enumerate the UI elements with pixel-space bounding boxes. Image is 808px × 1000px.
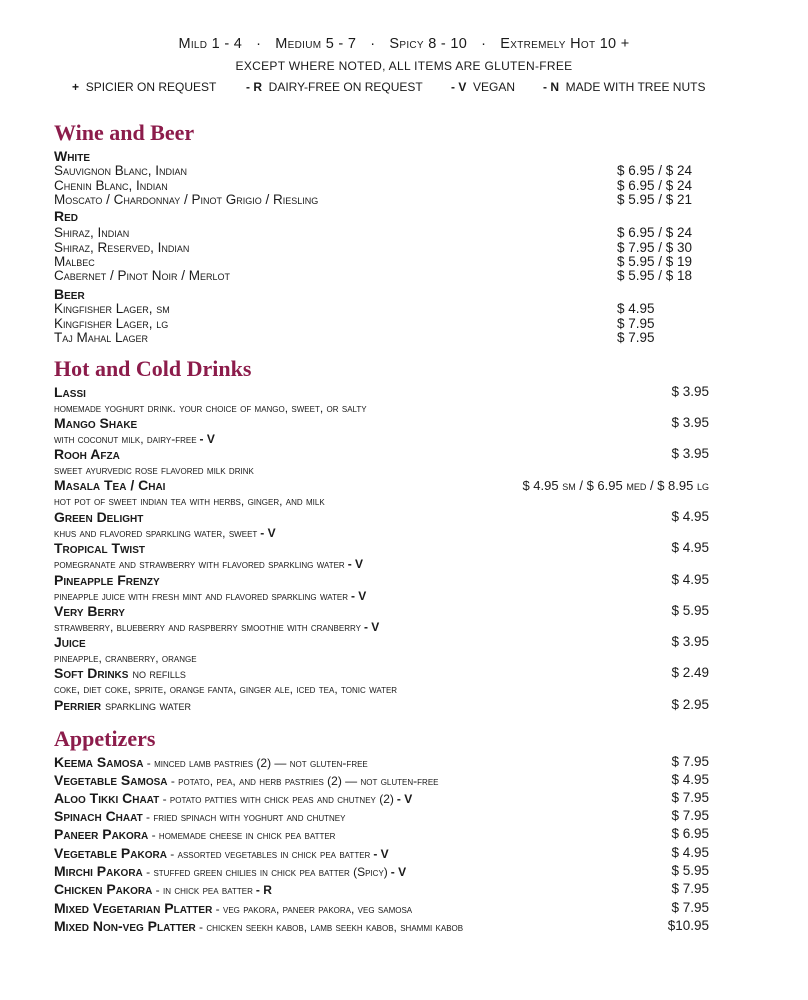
wine-price: $ 6.95 / $ 24 (617, 225, 693, 240)
appetizer-price: $ 7.95 (671, 881, 709, 896)
appetizer-name: Vegetable Samosa (54, 772, 168, 788)
vegan-flag: - V (260, 526, 276, 540)
appetizer-price: $ 7.95 (671, 900, 709, 915)
vegan-flag: - V (363, 620, 380, 634)
separator-dot: · (481, 36, 487, 52)
vegan-flag: - V (347, 557, 364, 571)
appetizer-price: $ 4.95 (671, 772, 709, 787)
appetizer-row (54, 754, 368, 772)
beer-price: $ 4.95 (617, 301, 655, 316)
drink-price: $ 3.95 (671, 634, 709, 649)
heat-extremely-hot: Extremely Hot 10 + (500, 36, 630, 52)
heat-scale-legend (0, 36, 808, 52)
beer-item: Taj Mahal Lager (54, 330, 149, 345)
beer-item: Kingfisher Lager, sm (54, 301, 170, 316)
appetizer-name: Chicken Pakora (54, 881, 153, 897)
section-title-appetizers: Appetizers (54, 726, 156, 751)
drink-description: sweet ayurvedic rose flavored milk drink (54, 463, 254, 477)
appetizer-row (54, 790, 412, 808)
drink-price: $ 4.95 (671, 540, 709, 555)
appetizer-row (54, 845, 389, 863)
appetizer-row (54, 772, 439, 790)
appetizer-name: Paneer Pakora (54, 826, 149, 842)
drink-name-mango-shake: Mango Shake (54, 415, 138, 431)
symbol-tree-nuts: - N MADE WITH TREE NUTS (543, 80, 706, 94)
wine-item: Malbec (54, 254, 95, 269)
appetizer-price: $ 7.95 (671, 808, 709, 823)
wine-item: Cabernet / Pinot Noir / Merlot (54, 268, 231, 283)
drink-description: homemade yoghurt drink. your choice of mango, sweet, or salty (54, 401, 367, 415)
appetizer-description: - fried spinach with yoghurt and chutney (142, 810, 346, 824)
drink-description: pineapple juice with fresh mint and flavored sparkling water - V (54, 589, 367, 603)
wine-item: Chenin Blanc, Indian (54, 178, 168, 193)
drink-description: strawberry, blueberry and raspberry smoothie with cranberry - V (54, 620, 380, 634)
appetizer-row (54, 881, 272, 899)
drink-price: $ 2.49 (671, 665, 709, 680)
section-title-wine-beer: Wine and Beer (54, 120, 195, 145)
appetizer-description: - minced lamb pastries (2) — not gluten-free (143, 756, 368, 770)
drink-description: khus and flavored sparkling water, sweet - V (54, 526, 276, 540)
vegan-flag: - V (396, 792, 413, 806)
wine-item: Shiraz, Reserved, Indian (54, 240, 190, 255)
appetizer-description: - assorted vegetables in chick pea batter (166, 847, 371, 861)
appetizer-price: $ 4.95 (671, 845, 709, 860)
wine-price: $ 5.95 / $ 21 (617, 192, 693, 207)
wine-price: $ 5.95 / $ 19 (617, 254, 693, 269)
symbol-vegan: - V VEGAN (451, 80, 516, 94)
section-title-drinks: Hot and Cold Drinks (54, 356, 252, 381)
appetizer-name: Spinach Chaat (54, 808, 143, 824)
drink-name-green-delight: Green Delight (54, 509, 144, 525)
appetizer-description: - stuffed green chilies in chick pea batter (Spicy) (142, 865, 388, 879)
heat-spicy: Spicy 8 - 10 (389, 36, 468, 52)
appetizer-description: - homemade cheese in chick pea batter (148, 828, 336, 842)
heat-mild: Mild 1 - 4 (178, 36, 243, 52)
drink-name-lassi: Lassi (54, 384, 86, 400)
drink-price-sizes: $ 4.95 sm / $ 6.95 med / $ 8.95 lg (522, 478, 709, 493)
appetizer-name: Mixed Non-veg Platter (54, 918, 196, 934)
drink-description: coke, diet coke, sprite, orange fanta, ginger ale, iced tea, tonic water (54, 682, 398, 696)
drink-price: $ 5.95 (671, 603, 709, 618)
drink-name-masala-tea: Masala Tea / Chai (54, 477, 166, 493)
group-heading-beer: Beer (54, 286, 85, 302)
symbol-spicier: + SPICIER ON REQUEST (72, 80, 217, 94)
separator-dot: · (370, 36, 376, 52)
wine-price: $ 5.95 / $ 18 (617, 268, 693, 283)
appetizer-price: $ 7.95 (671, 790, 709, 805)
appetizer-row (54, 900, 412, 918)
appetizer-row (54, 918, 463, 936)
appetizer-name: Keema Samosa (54, 754, 144, 770)
beer-item: Kingfisher Lager, lg (54, 316, 169, 331)
drink-name-rooh-afza: Rooh Afza (54, 446, 120, 462)
drink-name-pineapple-frenzy: Pineapple Frenzy (54, 572, 160, 588)
appetizer-description: - potato, pea, and herb pastries (2) — not gluten-free (167, 774, 439, 788)
drink-name-very-berry: Very Berry (54, 603, 125, 619)
vegan-flag: - V (373, 847, 389, 861)
appetizer-name: Vegetable Pakora (54, 845, 167, 861)
beer-price: $ 7.95 (617, 316, 655, 331)
drink-name-perrier: Perrier (54, 697, 102, 713)
drink-note: sparkling water (105, 699, 191, 713)
appetizer-price: $ 6.95 (671, 826, 709, 841)
drink-name-soft-drinks: Soft Drinks (54, 665, 129, 681)
appetizer-name: Mixed Vegetarian Platter (54, 900, 213, 916)
drink-price: $ 3.95 (671, 415, 709, 430)
wine-price: $ 7.95 / $ 30 (617, 240, 693, 255)
wine-price: $ 6.95 / $ 24 (617, 163, 693, 178)
drink-name-juice: Juice (54, 634, 86, 650)
group-heading-red: Red (54, 208, 79, 224)
appetizer-price: $ 7.95 (671, 754, 709, 769)
drink-price: $ 3.95 (671, 446, 709, 461)
heat-medium: Medium 5 - 7 (275, 36, 357, 52)
drink-price: $ 2.95 (671, 697, 709, 712)
drink-description: with coconut milk, dairy-free - V (54, 432, 215, 446)
drink-name-tropical-twist: Tropical Twist (54, 540, 145, 556)
appetizer-description: - potato patties with chick peas and chutney (2) (159, 792, 394, 806)
appetizer-row (54, 808, 345, 826)
drink-row-soft-drinks (54, 665, 186, 683)
appetizer-row (54, 863, 406, 881)
appetizer-row (54, 826, 335, 844)
wine-price: $ 6.95 / $ 24 (617, 178, 693, 193)
drink-description: pomegranate and strawberry with flavored sparkling water - V (54, 557, 364, 571)
appetizer-name: Aloo Tikki Chaat (54, 790, 160, 806)
separator-dot: · (256, 36, 262, 52)
drink-description: hot pot of sweet indian tea with herbs, ginger, and milk (54, 494, 325, 508)
wine-item: Shiraz, Indian (54, 225, 130, 240)
drink-price: $ 3.95 (671, 384, 709, 399)
appetizer-description: - veg pakora, paneer pakora, veg samosa (212, 902, 413, 916)
vegan-flag: - V (199, 432, 215, 446)
symbol-dairy-free: - R DAIRY-FREE ON REQUEST (246, 80, 423, 94)
drink-price: $ 4.95 (671, 509, 709, 524)
appetizer-description: - in chick pea batter (152, 883, 253, 897)
wine-item: Sauvignon Blanc, Indian (54, 163, 188, 178)
wine-item: Moscato / Chardonnay / Pinot Grigio / Riesling (54, 192, 319, 207)
gluten-free-note: EXCEPT WHERE NOTED, ALL ITEMS ARE GLUTEN-FREE (235, 59, 573, 73)
appetizer-price: $10.95 (667, 918, 709, 933)
appetizer-description: - chicken seekh kabob, lamb seekh kabob, shammi kabob (195, 920, 464, 934)
appetizer-price: $ 5.95 (671, 863, 709, 878)
group-heading-white: White (54, 148, 90, 164)
vegan-flag: - V (350, 589, 367, 603)
vegan-flag: - V (390, 865, 407, 879)
beer-price: $ 7.95 (617, 330, 655, 345)
dairy-free-flag: - R (255, 883, 272, 897)
appetizer-name: Mirchi Pakora (54, 863, 143, 879)
drink-note: no refills (132, 667, 186, 681)
drink-row-perrier (54, 697, 191, 715)
drink-price: $ 4.95 (671, 572, 709, 587)
drink-description: pineapple, cranberry, orange (54, 651, 197, 665)
